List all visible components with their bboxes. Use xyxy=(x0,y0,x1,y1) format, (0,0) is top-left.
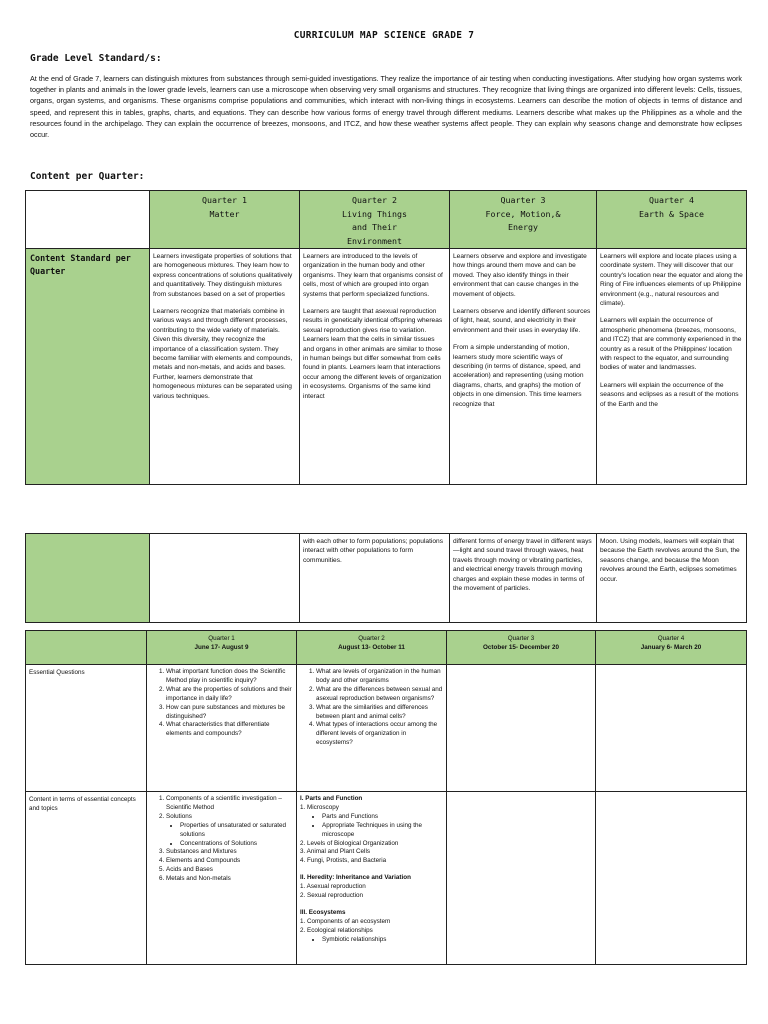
schedule-corner-cell xyxy=(26,631,147,665)
q2-essential-questions: 1. What are levels of organization in the human body and other organisms 2. What are the differences between sexual and asexual reproduction between organisms? 3. What are the similarities and differences between plant and animal cells? 4. What types of interactions occur among the different levels of organization in ecosystems? xyxy=(297,665,447,792)
q1-continuation xyxy=(150,534,300,623)
q1-content-topics: 1. Components of a scientific investigation – Scientific Method 2. Solutions • Properties of unsaturated or saturated solutions • Concentrations of Solutions 3. Substances and Mixtures 4. Elements and Compounds 5. Acids and Bases 6. Metals and Non-metals xyxy=(147,792,297,965)
content-per-quarter-heading: Content per Quarter: xyxy=(30,171,145,182)
q4-essential-questions xyxy=(596,665,747,792)
schedule-q1-header: Quarter 1 June 17- August 9 xyxy=(147,631,297,665)
content-topics-label: Content in terms of essential concepts and topics xyxy=(26,792,147,965)
page-title: CURRICULUM MAP SCIENCE GRADE 7 xyxy=(293,30,475,41)
q2-content-standard: Learners are introduced to the levels of organization in the human body and other organisms. They learn that organisms consist of cells, most of which are grouped into organ systems that perform specialized functions. Learners are taught that asexual reproduction results in genetically identical offspring whereas sexual reproduction gives rise to variation. Learners learn that the cells in similar tissues and organs in other animals are similar to those in human beings but differ somewhat from cells found in plants. Learners learn that interactions occur among the different levels of organization in ecosystems. Organisms of the same kind interact xyxy=(300,249,450,485)
q4-content-standard: Learners will explore and locate places using a coordinate system. They will discover that our country's location near the equator and along the Ring of Fire influences elements of up Philippine environment (e.g., natural resources and climate). Learners will explain the occurrence of atmospheric phenomena (breezes, monsoons, and ITCZ) that are commonly experienced in the country as a result of the Philippines' location with respect to the equator, and surrounding bodies of water and landmasses. Learners will explain the occurrence of the seasons and eclipses as a result of the motions of the Earth and the xyxy=(597,249,747,485)
quarter-4-header: Quarter 4 Earth & Space xyxy=(597,191,747,249)
content-standard-label: Content Standard per Quarter xyxy=(26,249,150,485)
q3-essential-questions xyxy=(447,665,596,792)
schedule-q3-header: Quarter 3 October 15- December 20 xyxy=(447,631,596,665)
content-standard-table xyxy=(25,190,747,485)
schedule-q2-header: Quarter 2 August 13- October 11 xyxy=(297,631,447,665)
q1-essential-questions: 1. What important function does the Scientific Method play in scientific inquiry? 2. What are the properties of solutions and their importance in daily life? 3. How can pure substances and mixtures be distinguished? 4. What characteristics that differentiate elements and compounds? xyxy=(147,665,297,792)
schedule-q4-header: Quarter 4 January 6- March 20 xyxy=(596,631,747,665)
grade-level-heading: Grade Level Standard/s: xyxy=(30,53,162,64)
q4-continuation: Moon. Using models, learners will explain that because the Earth revolves around the Sun, the seasons change, and because the Moon revolves around the Earth, eclipses sometimes occur. xyxy=(597,534,747,623)
quarter-2-header: Quarter 2 Living Things and Their Environment xyxy=(300,191,450,249)
quarter-schedule-table xyxy=(25,630,747,965)
essential-questions-label: Essential Questions xyxy=(26,665,147,792)
q3-continuation: different forms of energy travel in different ways—light and sound travel through waves, heat travels through moving or vibrating particles, and electrical energy travels through moving charges and explain these modes in terms of the movement of particles. xyxy=(450,534,597,623)
q3-content-topics xyxy=(447,792,596,965)
grade-level-text: At the end of Grade 7, learners can distinguish mixtures from substances through semi-guided investigations. They realize the importance of air testing when conducting investigations. After studying how organ systems work together in plants and animals in the lower grade levels, learners can use a microscope when observing very small organisms and structures. They recognize that living things are organized into different levels: Cells, tissues, organs, organ systems, and organisms. These organisms comprise populations and communities, which interact with non-living things in ecosystems. Learners can describe the motion of objects in terms of distance and speed, and represent this in tables, graphs, charts, and equations. They can describe how various forms of energy travel through different mediums. Learners describe what makes up the Philippines as a whole and the resources found in the archipelago. They can explain the occurrence of breezes, monsoons, and ITCZ, and how these weather systems affect people. They can explain why seasons change and demonstrate how eclipses occur. xyxy=(30,74,742,140)
q2-content-topics: I. Parts and Function 1. Microscopy • Parts and Functions • Appropriate Techniques in using the microscope 2. Levels of Biological Organization 3. Animal and Plant Cells 4. Fungi, Protists, and Bacteria II. Heredity: Inheritance and Variation 1. Asexual reproduction 2. Sexual reproduction III. Ecosystems 1. Components of an ecosystem 2. Ecological relationships • Symbiotic relationships xyxy=(297,792,447,965)
q2-continuation: with each other to form populations; populations interact with other populations to form communities. xyxy=(300,534,450,623)
continuation-table xyxy=(25,533,747,623)
continuation-label-cell xyxy=(26,534,150,623)
blank-corner-cell xyxy=(26,191,150,249)
q3-content-standard: Learners observe and explore and investigate how things around them move and can be moved. They also identify things in their environment that can cause changes in the movement of objects. Learners observe and identify different sources of light, heat, sound, and electricity in their environment and their uses in everyday life. From a simple understanding of motion, learners study more scientific ways of describing (in terms of distance, speed, and acceleration) and representing (using motion diagrams, charts, and graphs) the motion of objects in one dimension. This time learners recognize that xyxy=(450,249,597,485)
q1-content-standard: Learners investigate properties of solutions that are homogeneous mixtures. They learn how to express concentrations of solutions qualitatively and quantitatively. They distinguish mixtures from substances based on a set of properties Learners recognize that materials combine in various ways and through different processes, contributing to the wide variety of materials. Given this diversity, they recognize the importance of a classification system. They become familiar with elements and compounds, metals and non-metals, and acids and bases. Further, learners demonstrate that homogeneous mixtures can be separated using various techniques. xyxy=(150,249,300,485)
quarter-1-header: Quarter 1 Matter xyxy=(150,191,300,249)
quarter-3-header: Quarter 3 Force, Motion,& Energy xyxy=(450,191,597,249)
q4-content-topics xyxy=(596,792,747,965)
